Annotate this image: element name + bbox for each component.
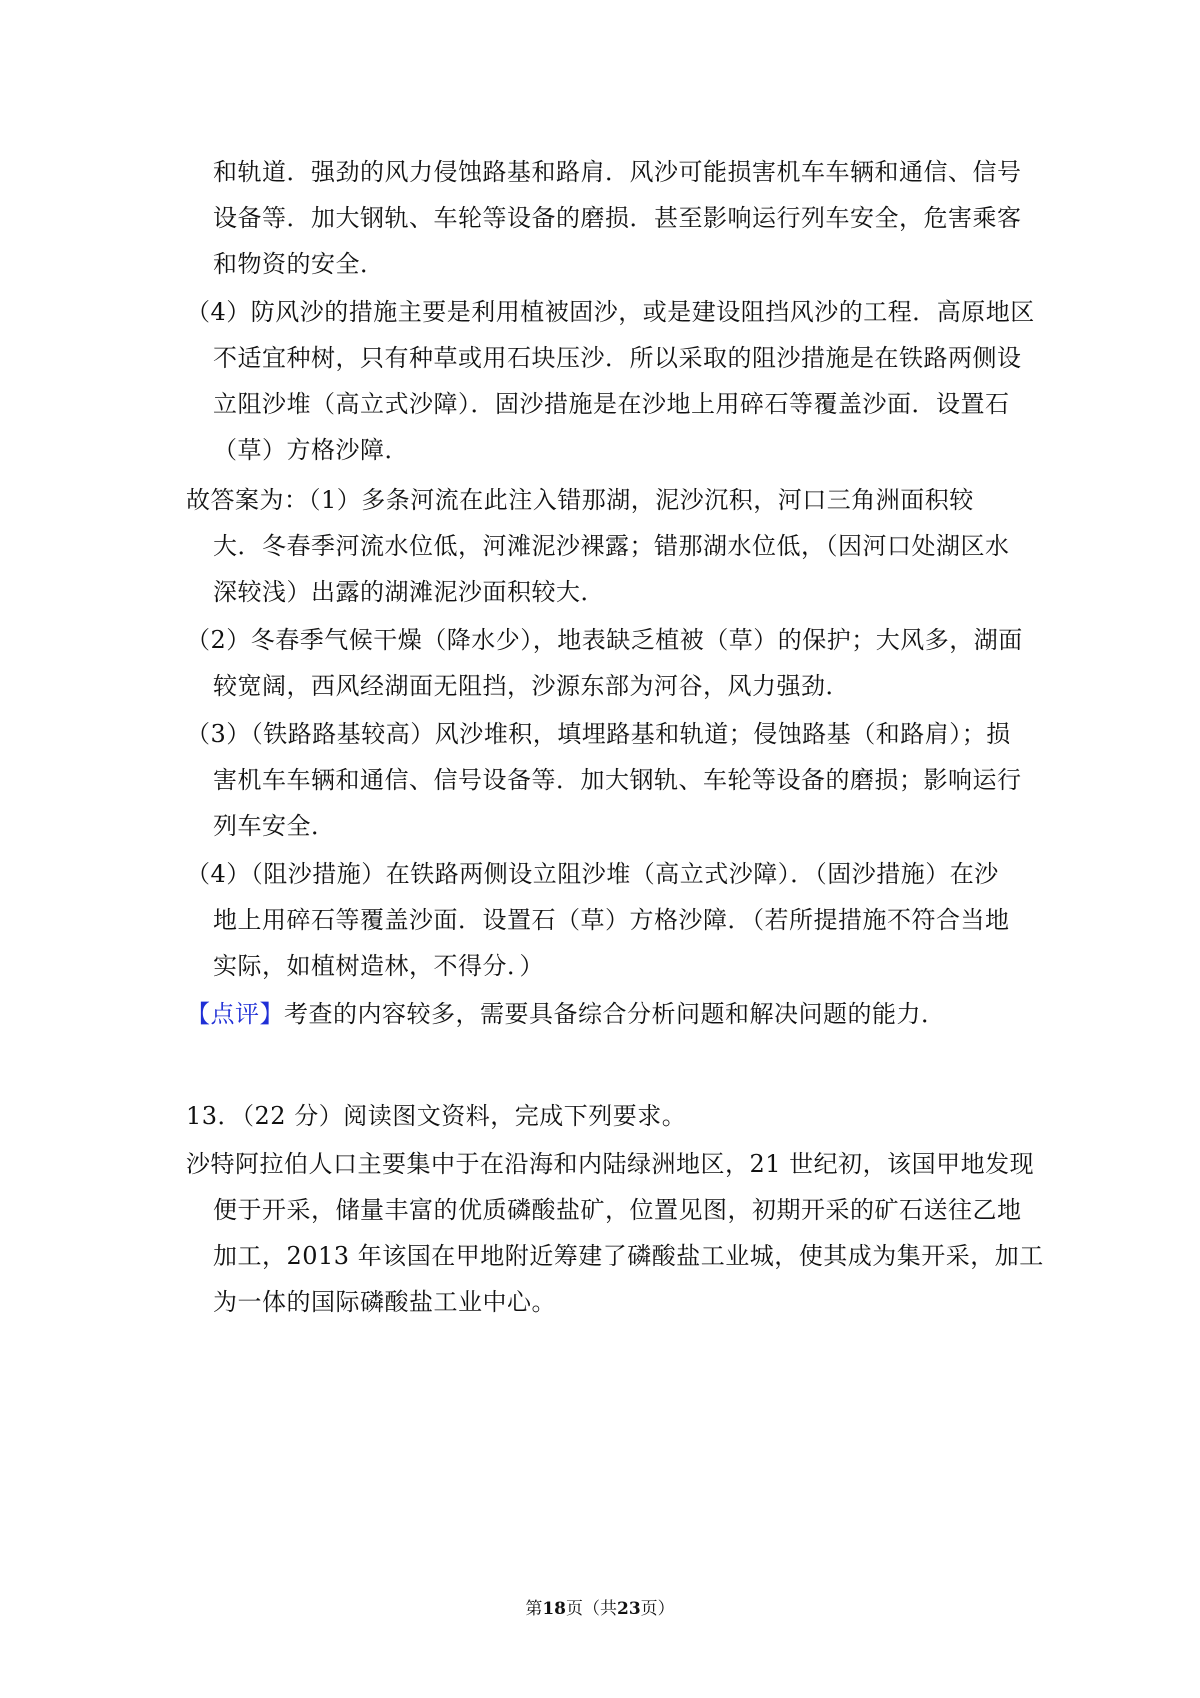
question-stem-line: 便于开采，储量丰富的优质磷酸盐矿，位置见图，初期开采的矿石送往乙地 xyxy=(213,1196,1022,1224)
paragraph-line: 深较浅）出露的湖滩泥沙面积较大． xyxy=(213,578,605,606)
paragraph-line: 地上用碎石等覆盖沙面．设置石（草）方格沙障．（若所提措施不符合当地 xyxy=(213,906,1010,934)
footer-prefix: 第 xyxy=(525,1599,543,1619)
paragraph-line: 不适宜种树，只有种草或用石块压沙．所以采取的阻沙措施是在铁路两侧设 xyxy=(213,344,1022,372)
paragraph-line: （草）方格沙障． xyxy=(213,436,409,464)
footer-mid: 页（共 xyxy=(566,1599,617,1619)
answer-heading-line: 故答案为：（1）多条河流在此注入错那湖，泥沙沉积，河口三角洲面积较 xyxy=(186,486,974,514)
paragraph-line: （4）（阻沙措施）在铁路两侧设立阻沙堆（高立式沙障）．（固沙措施）在沙 xyxy=(186,860,999,888)
paragraph-line: 实际，如植树造林，不得分．） xyxy=(213,952,544,980)
page-number: 18 xyxy=(542,1599,566,1619)
paragraph-line: （4）防风沙的措施主要是利用植被固沙，或是建设阻挡风沙的工程．高原地区 xyxy=(186,298,1035,326)
comment-tag: 【点评】 xyxy=(186,1000,284,1028)
paragraph-line: 大．冬春季河流水位低，河滩泥沙裸露；错那湖水位低，（因河口处湖区水 xyxy=(213,532,1010,560)
question-stem-line: 沙特阿拉伯人口主要集中于在沿海和内陆绿洲地区，21 世纪初，该国甲地发现 xyxy=(186,1150,1035,1178)
paragraph-line: （2）冬春季气候干燥（降水少），地表缺乏植被（草）的保护；大风多，湖面 xyxy=(186,626,1023,654)
page-total: 23 xyxy=(617,1599,641,1619)
footer-suffix: 页） xyxy=(640,1599,675,1619)
question-title: 13．（22 分）阅读图文资料，完成下列要求。 xyxy=(186,1102,687,1130)
paragraph-line: 和轨道．强劲的风力侵蚀路基和路肩．风沙可能损害机车车辆和通信、信号 xyxy=(213,158,1022,186)
page-footer xyxy=(0,1598,1200,1620)
question-stem-line: 加工，2013 年该国在甲地附近筹建了磷酸盐工业城，使其成为集开采，加工 xyxy=(213,1242,1044,1270)
paragraph-line: 较宽阔，西风经湖面无阻挡，沙源东部为河谷，风力强劲． xyxy=(213,672,850,700)
comment-line xyxy=(186,998,946,1030)
paragraph-line: 立阻沙堆（高立式沙障）．固沙措施是在沙地上用碎石等覆盖沙面．设置石 xyxy=(213,390,1010,418)
comment-text: 考查的内容较多，需要具备综合分析问题和解决问题的能力． xyxy=(284,1000,946,1028)
paragraph-line: 设备等．加大钢轨、车轮等设备的磨损．甚至影响运行列车安全，危害乘客 xyxy=(213,204,1022,232)
paragraph-line: 和物资的安全． xyxy=(213,250,385,278)
paragraph-line: （3）（铁路路基较高）风沙堆积，填埋路基和轨道；侵蚀路基（和路肩）；损 xyxy=(186,720,1011,748)
paragraph-line: 害机车车辆和通信、信号设备等．加大钢轨、车轮等设备的磨损；影响运行 xyxy=(213,766,1022,794)
paragraph-line: 列车安全． xyxy=(213,812,336,840)
question-stem-line: 为一体的国际磷酸盐工业中心。 xyxy=(213,1288,556,1316)
